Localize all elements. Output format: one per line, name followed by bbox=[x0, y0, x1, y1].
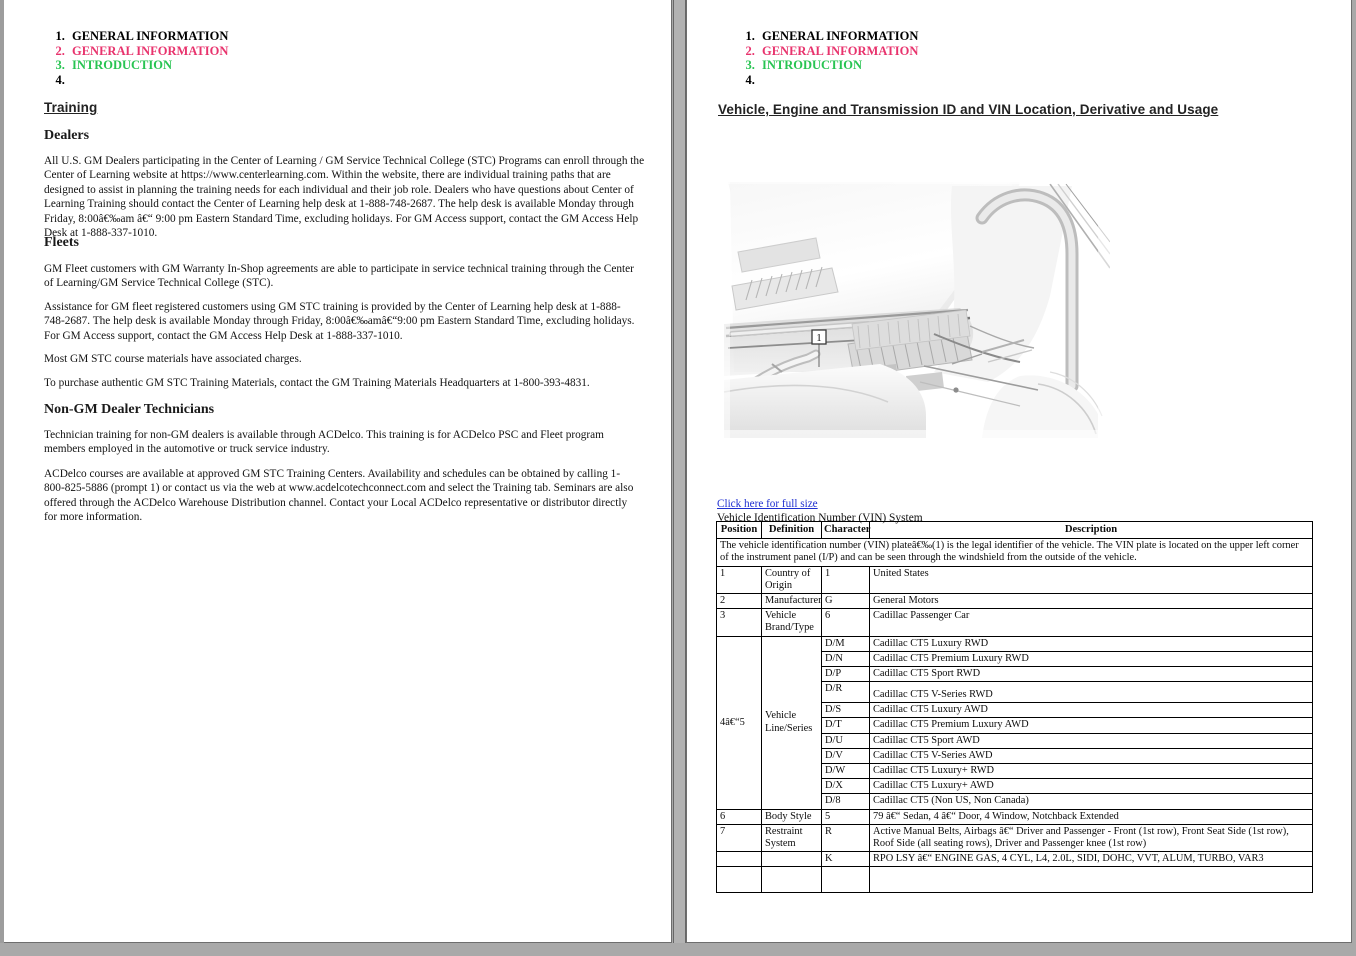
cell-character: D/W bbox=[822, 764, 870, 779]
section-heading-fleets: Fleets bbox=[44, 235, 79, 250]
cell-character: D/8 bbox=[822, 794, 870, 809]
section-heading-dealers: Dealers bbox=[44, 128, 90, 143]
column-header-definition: Definition bbox=[762, 522, 822, 539]
table-caption: Vehicle Identification Number (VIN) System bbox=[717, 512, 923, 524]
cell-definition bbox=[762, 867, 822, 893]
breadcrumb-item-1[interactable] bbox=[68, 29, 440, 44]
cell-position: 7 bbox=[717, 824, 762, 851]
breadcrumb-item-3[interactable] bbox=[68, 58, 440, 73]
paragraph-fleets-2: Assistance for GM fleet registered customers using GM STC training is provided by the Center of Learning help desk at 1-888-748-2687. The help desk is available Monday through Friday, 8:00â€‰amâ€“9:00 pm Eastern Standard Time, excluding holidays. For GM Access support, contact the GM Access Help Desk at 1-888-337-1010. bbox=[44, 301, 635, 342]
cell-description: Cadillac CT5 Luxury AWD bbox=[870, 703, 1313, 718]
column-header-description: Description bbox=[870, 522, 1313, 539]
cell-character: D/T bbox=[822, 718, 870, 733]
cell-description: Cadillac CT5 Premium Luxury RWD bbox=[870, 651, 1313, 666]
table-row bbox=[717, 566, 1313, 593]
cell-description bbox=[870, 867, 1313, 893]
page-gutter bbox=[673, 0, 686, 943]
table-header-row bbox=[717, 522, 1313, 539]
cell-description: General Motors bbox=[870, 594, 1313, 609]
cell-character: D/V bbox=[822, 748, 870, 763]
cell-character: D/S bbox=[822, 703, 870, 718]
cell-character: 6 bbox=[822, 609, 870, 636]
cell-definition: Country of Origin bbox=[762, 566, 822, 593]
table-row bbox=[717, 594, 1313, 609]
cell-definition: Restraint System bbox=[762, 824, 822, 851]
breadcrumb-label: INTRODUCTION bbox=[762, 58, 863, 73]
breadcrumb-label: GENERAL INFORMATION bbox=[762, 29, 919, 43]
cell-description: Active Manual Belts, Airbags â€“ Driver and Passenger - Front (1st row), Front Seat Side (1st row), Roof Side (all seating rows), Driver and Passenger knee (1st row) bbox=[870, 824, 1313, 851]
table-row bbox=[717, 809, 1313, 824]
cell-character: K bbox=[822, 852, 870, 867]
cell-description: Cadillac CT5 Luxury+ AWD bbox=[870, 779, 1313, 794]
table-row bbox=[717, 824, 1313, 851]
figure-vin-location bbox=[720, 176, 1110, 445]
full-size-link[interactable]: Click here for full size bbox=[717, 498, 818, 510]
section-heading-non-gm-dealer-technicians: Non-GM Dealer Technicians bbox=[44, 402, 215, 417]
breadcrumb-item-4[interactable] bbox=[758, 73, 1130, 88]
column-header-position: Position bbox=[717, 522, 762, 539]
breadcrumb-item-1[interactable] bbox=[758, 29, 1130, 44]
cell-character: 1 bbox=[822, 566, 870, 593]
cell-description: RPO LSY â€“ ENGINE GAS, 4 CYL, L4, 2.0L, SIDI, DOHC, VVT, ALUM, TURBO, VAR3 bbox=[870, 852, 1313, 867]
breadcrumb-right bbox=[730, 29, 1130, 87]
cell-description: 79 â€“ Sedan, 4 â€“ Door, 4 Window, Notchback Extended bbox=[870, 809, 1313, 824]
vin-table-container bbox=[716, 521, 1313, 893]
table-row-partial bbox=[717, 867, 1313, 893]
cell-description: Cadillac CT5 Premium Luxury AWD bbox=[870, 718, 1313, 733]
cell-position: 2 bbox=[717, 594, 762, 609]
table-row bbox=[717, 636, 1313, 651]
vin-intro-text: The vehicle identification number (VIN) plateâ€‰(1) is the legal identifier of the vehicle. The VIN plate is located on the upper left corner of the instrument panel (I/P) and can be seen through the windshield from the outside of the vehicle. bbox=[717, 539, 1313, 566]
cell-definition: Body Style bbox=[762, 809, 822, 824]
cell-description: Cadillac CT5 Luxury RWD bbox=[870, 636, 1313, 651]
breadcrumb-label: GENERAL INFORMATION bbox=[72, 43, 229, 58]
cell-position bbox=[717, 852, 762, 867]
cell-definition: Manufacturer bbox=[762, 594, 822, 609]
cell-position: 1 bbox=[717, 566, 762, 593]
cell-description: Cadillac CT5 V-Series RWD bbox=[870, 682, 1313, 703]
cell-definition: Vehicle Brand/Type bbox=[762, 609, 822, 636]
cell-character: D/U bbox=[822, 733, 870, 748]
cell-description: Cadillac CT5 Sport AWD bbox=[870, 733, 1313, 748]
cell-character: D/R bbox=[822, 682, 870, 703]
cowl-windshield-svg bbox=[720, 176, 1110, 445]
paragraph-dealers-1: All U.S. GM Dealers participating in the Center of Learning / GM Service Technical College (STC) Programs can enroll through the Center of Learning website at https://www.centerlearning.com. Within the website, there are individual training paths that are designed to assist in planning the training needs for each individual and their job role. Dealers who have questions about Center of Learning Training should contact the Center of Learning help desk at 1-888-748-2687. The help desk is available Monday through Friday, 8:00â€‰am â€“ 9:00 pm Eastern Standard Time, excluding holidays. For GM Access support, contact the GM Access Help Desk at 1-888-337-1010. bbox=[44, 155, 645, 240]
vin-system-table bbox=[716, 521, 1313, 893]
breadcrumb-list-right bbox=[730, 29, 1130, 87]
paragraph-fleets-3: Most GM STC course materials have associated charges. bbox=[44, 353, 302, 365]
cell-character: D/P bbox=[822, 667, 870, 682]
cell-description: Cadillac CT5 (Non US, Non Canada) bbox=[870, 794, 1313, 809]
cell-position: 3 bbox=[717, 609, 762, 636]
cell-description: Cadillac CT5 Sport RWD bbox=[870, 667, 1313, 682]
cell-character: 5 bbox=[822, 809, 870, 824]
breadcrumb-list bbox=[40, 29, 440, 87]
cell-definition bbox=[762, 852, 822, 867]
cell-definition-line-series: Vehicle Line/Series bbox=[762, 636, 822, 809]
cell-character: G bbox=[822, 594, 870, 609]
page-title-right: Vehicle, Engine and Transmission ID and VIN Location, Derivative and Usage bbox=[718, 102, 1219, 117]
paragraph-fleets-4: To purchase authentic GM STC Training Materials, contact the GM Training Materials Headquarters at 1-800-393-4831. bbox=[44, 377, 590, 389]
paragraph-fleets-1: GM Fleet customers with GM Warranty In-Shop agreements are able to participate in service technical training through the Center of Learning/GM Service Technical College (STC). bbox=[44, 263, 634, 290]
breadcrumb-item-2[interactable] bbox=[758, 44, 1130, 59]
table-row-intro bbox=[717, 539, 1313, 566]
figure-callout-1: 1 bbox=[816, 332, 822, 344]
paragraph-nongm-1: Technician training for non-GM dealers is available through ACDelco. This training is for ACDelco PSC and Fleet program members employed in the automotive or truck service industry. bbox=[44, 429, 604, 456]
cell-character bbox=[822, 867, 870, 893]
breadcrumb-item-2[interactable] bbox=[68, 44, 440, 59]
vehicle-cowl-illustration bbox=[720, 176, 1110, 445]
breadcrumb-label: INTRODUCTION bbox=[72, 58, 173, 73]
cell-character: D/N bbox=[822, 651, 870, 666]
document-page-left bbox=[4, 0, 672, 943]
cell-position: 6 bbox=[717, 809, 762, 824]
cell-description: United States bbox=[870, 566, 1313, 593]
cell-description: Cadillac CT5 V-Series AWD bbox=[870, 748, 1313, 763]
cell-description: Cadillac Passenger Car bbox=[870, 609, 1313, 636]
breadcrumb-label: GENERAL INFORMATION bbox=[762, 43, 919, 58]
cell-position bbox=[717, 867, 762, 893]
breadcrumb-label: GENERAL INFORMATION bbox=[72, 29, 229, 43]
column-header-character: Character bbox=[822, 522, 870, 539]
page-title: Training bbox=[44, 100, 98, 115]
cell-description: Cadillac CT5 Luxury+ RWD bbox=[870, 764, 1313, 779]
cell-character: D/X bbox=[822, 779, 870, 794]
cell-character: D/M bbox=[822, 636, 870, 651]
breadcrumb-item-4[interactable] bbox=[68, 73, 440, 88]
breadcrumb bbox=[40, 29, 440, 87]
cell-character: R bbox=[822, 824, 870, 851]
table-row bbox=[717, 852, 1313, 867]
cell-position-line-series: 4â€“5 bbox=[717, 636, 762, 809]
breadcrumb-item-3[interactable] bbox=[758, 58, 1130, 73]
table-row bbox=[717, 609, 1313, 636]
paragraph-nongm-2: ACDelco courses are available at approved GM STC Training Centers. Availability and schedules can be obtained by calling 1-800-825-5886 (prompt 1) or contact us via the web at www.acdelcotechconnect.com and select the Training tab. Seminars are also offered through the ACDelco Warehouse Distribution channel. Contact your Local ACDelco representative or distributor directly for more information. bbox=[44, 468, 634, 524]
